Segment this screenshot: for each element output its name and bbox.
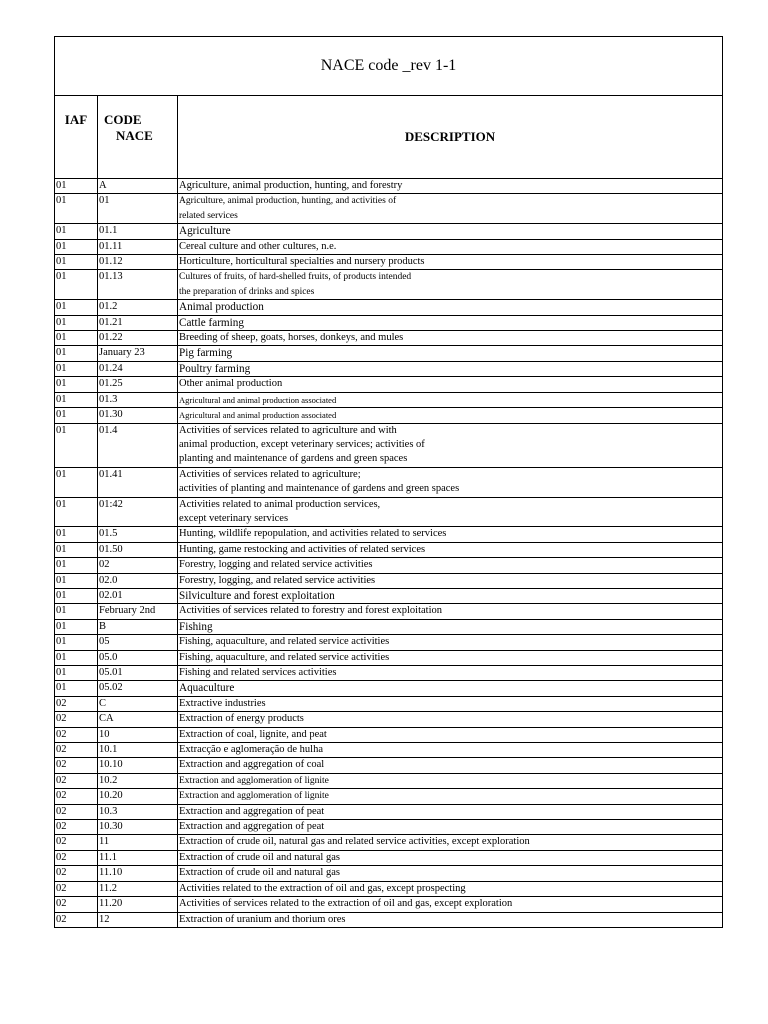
table-row bbox=[55, 497, 723, 527]
description-cell bbox=[178, 635, 723, 650]
description-line: Activities of services related to forestry and forest exploitation bbox=[179, 605, 442, 617]
description-cell bbox=[178, 270, 723, 300]
nace-code-sheet bbox=[54, 36, 722, 928]
description-line: the preparation of drinks and spices bbox=[179, 286, 315, 297]
table-row bbox=[55, 758, 723, 773]
description-cell bbox=[178, 239, 723, 254]
nace-code-cell: 10.2 bbox=[98, 773, 178, 788]
table-row bbox=[55, 527, 723, 542]
nace-code-cell: B bbox=[98, 619, 178, 634]
column-header-code-nace bbox=[98, 96, 178, 179]
description-line: Extraction of crude oil and natural gas bbox=[179, 867, 340, 879]
iaf-cell: 01 bbox=[55, 346, 98, 361]
table-row bbox=[55, 331, 723, 346]
nace-code-cell: 01.13 bbox=[98, 270, 178, 300]
nace-code-cell: 01.41 bbox=[98, 467, 178, 497]
table-row bbox=[55, 696, 723, 711]
iaf-cell: 01 bbox=[55, 542, 98, 557]
iaf-cell: 01 bbox=[55, 650, 98, 665]
table-row bbox=[55, 712, 723, 727]
nace-code-cell: 11.10 bbox=[98, 866, 178, 881]
table-row bbox=[55, 866, 723, 881]
iaf-cell: 02 bbox=[55, 912, 98, 927]
table-body bbox=[55, 179, 723, 928]
nace-code-cell: January 23 bbox=[98, 346, 178, 361]
iaf-cell: 02 bbox=[55, 835, 98, 850]
description-cell bbox=[178, 712, 723, 727]
column-header-code-line2: NACE bbox=[116, 128, 153, 143]
description-cell bbox=[178, 392, 723, 407]
table-row bbox=[55, 377, 723, 392]
nace-code-cell: 01.22 bbox=[98, 331, 178, 346]
description-cell bbox=[178, 361, 723, 376]
description-cell bbox=[178, 866, 723, 881]
nace-code-cell: 05 bbox=[98, 635, 178, 650]
description-line: Breeding of sheep, goats, horses, donkeys, and mules bbox=[179, 332, 404, 344]
nace-code-cell: CA bbox=[98, 712, 178, 727]
description-line: Hunting, wildlife repopulation, and activities related to services bbox=[179, 528, 447, 540]
description-line: Activities related to the extraction of oil and gas, except prospecting bbox=[179, 882, 466, 894]
table-row bbox=[55, 542, 723, 557]
description-cell bbox=[178, 835, 723, 850]
description-cell bbox=[178, 619, 723, 634]
iaf-cell: 02 bbox=[55, 773, 98, 788]
nace-code-cell: 01.1 bbox=[98, 224, 178, 239]
description-line: Extraction and agglomeration of lignite bbox=[179, 791, 329, 802]
table-row bbox=[55, 727, 723, 742]
description-line: Poultry farming bbox=[179, 362, 251, 375]
iaf-cell: 01 bbox=[55, 194, 98, 224]
description-cell bbox=[178, 758, 723, 773]
table-row bbox=[55, 912, 723, 927]
nace-code-cell: 02.0 bbox=[98, 573, 178, 588]
iaf-cell: 01 bbox=[55, 331, 98, 346]
nace-code-cell: 01.3 bbox=[98, 392, 178, 407]
description-line: Animal production bbox=[179, 301, 264, 314]
iaf-cell: 01 bbox=[55, 666, 98, 681]
nace-code-cell: February 2nd bbox=[98, 604, 178, 619]
iaf-cell: 01 bbox=[55, 527, 98, 542]
nace-code-cell: 01.2 bbox=[98, 300, 178, 315]
description-line: Fishing bbox=[179, 620, 213, 633]
description-line: Agricultural and animal production associated bbox=[179, 410, 337, 421]
description-line: Agriculture, animal production, hunting, and activities of bbox=[179, 196, 397, 207]
description-line: Cereal culture and other cultures, n.e. bbox=[179, 240, 337, 252]
nace-code-cell: 01 bbox=[98, 194, 178, 224]
table-row bbox=[55, 835, 723, 850]
description-line: Forestry, logging, and related service activities bbox=[179, 574, 376, 586]
description-cell bbox=[178, 666, 723, 681]
iaf-cell: 02 bbox=[55, 881, 98, 896]
iaf-cell: 02 bbox=[55, 727, 98, 742]
table-row bbox=[55, 820, 723, 835]
table-row bbox=[55, 650, 723, 665]
description-cell bbox=[178, 912, 723, 927]
iaf-cell: 01 bbox=[55, 497, 98, 527]
nace-code-cell: 05.0 bbox=[98, 650, 178, 665]
description-line: Extracção e aglomeração de hulha bbox=[179, 744, 324, 756]
description-cell bbox=[178, 377, 723, 392]
description-cell bbox=[178, 773, 723, 788]
description-cell bbox=[178, 650, 723, 665]
description-cell bbox=[178, 179, 723, 194]
description-line: Other animal production bbox=[179, 378, 283, 390]
iaf-cell: 02 bbox=[55, 789, 98, 804]
iaf-cell: 01 bbox=[55, 270, 98, 300]
nace-code-cell: 11.1 bbox=[98, 850, 178, 865]
nace-code-cell: 11 bbox=[98, 835, 178, 850]
description-cell bbox=[178, 194, 723, 224]
description-cell bbox=[178, 408, 723, 423]
iaf-cell: 02 bbox=[55, 804, 98, 819]
description-line: Extractive industries bbox=[179, 697, 266, 709]
description-cell bbox=[178, 588, 723, 603]
iaf-cell: 01 bbox=[55, 604, 98, 619]
description-cell bbox=[178, 527, 723, 542]
table-row bbox=[55, 681, 723, 696]
description-cell bbox=[178, 467, 723, 497]
nace-code-cell: C bbox=[98, 696, 178, 711]
description-cell bbox=[178, 224, 723, 239]
iaf-cell: 01 bbox=[55, 224, 98, 239]
iaf-cell: 02 bbox=[55, 897, 98, 912]
description-cell bbox=[178, 820, 723, 835]
description-cell bbox=[178, 542, 723, 557]
iaf-cell: 02 bbox=[55, 820, 98, 835]
table-row bbox=[55, 850, 723, 865]
description-cell bbox=[178, 423, 723, 467]
nace-code-cell: 05.02 bbox=[98, 681, 178, 696]
nace-code-cell: 01.24 bbox=[98, 361, 178, 376]
description-cell bbox=[178, 727, 723, 742]
table-row bbox=[55, 773, 723, 788]
description-cell bbox=[178, 604, 723, 619]
description-cell bbox=[178, 804, 723, 819]
table-row bbox=[55, 392, 723, 407]
description-line: Extraction of crude oil, natural gas and related service activities, except exploration bbox=[179, 836, 530, 848]
nace-code-cell: 10.20 bbox=[98, 789, 178, 804]
description-line: Cultures of fruits, of hard-shelled fruits, of products intended bbox=[179, 272, 412, 283]
table-row bbox=[55, 408, 723, 423]
nace-code-cell: 10.10 bbox=[98, 758, 178, 773]
description-line: Extraction of energy products bbox=[179, 713, 304, 725]
table-row bbox=[55, 897, 723, 912]
description-cell bbox=[178, 573, 723, 588]
table-row bbox=[55, 743, 723, 758]
description-line: Activities of services related to the extraction of oil and gas, except exploration bbox=[179, 898, 513, 910]
description-cell bbox=[178, 897, 723, 912]
description-cell bbox=[178, 300, 723, 315]
description-line: Hunting, game restocking and activities of related services bbox=[179, 543, 426, 555]
table-row bbox=[55, 881, 723, 896]
table-row bbox=[55, 361, 723, 376]
description-line: Cattle farming bbox=[179, 316, 244, 329]
description-line: Activities of services related to agriculture and with bbox=[179, 424, 397, 436]
nace-code-cell: 02.01 bbox=[98, 588, 178, 603]
nace-code-cell: 01.12 bbox=[98, 255, 178, 270]
table-row bbox=[55, 804, 723, 819]
nace-code-cell: A bbox=[98, 179, 178, 194]
description-line: Extraction of uranium and thorium ores bbox=[179, 913, 346, 925]
description-line: Extraction and agglomeration of lignite bbox=[179, 775, 329, 786]
table-row bbox=[55, 179, 723, 194]
iaf-cell: 01 bbox=[55, 300, 98, 315]
description-line: planting and maintenance of gardens and green spaces bbox=[179, 453, 408, 465]
description-cell bbox=[178, 331, 723, 346]
table-row bbox=[55, 558, 723, 573]
table-row bbox=[55, 239, 723, 254]
description-line: except veterinary services bbox=[179, 512, 289, 524]
description-line: related services bbox=[179, 210, 238, 221]
iaf-cell: 02 bbox=[55, 743, 98, 758]
description-cell bbox=[178, 681, 723, 696]
description-line: Extraction and aggregation of peat bbox=[179, 821, 325, 833]
table-row bbox=[55, 588, 723, 603]
table-row bbox=[55, 573, 723, 588]
table-row bbox=[55, 619, 723, 634]
iaf-cell: 01 bbox=[55, 361, 98, 376]
iaf-cell: 01 bbox=[55, 179, 98, 194]
table-row bbox=[55, 224, 723, 239]
nace-table bbox=[54, 36, 723, 928]
iaf-cell: 01 bbox=[55, 423, 98, 467]
sheet-title: NACE code _rev 1-1 bbox=[55, 37, 723, 96]
description-line: Extraction and aggregation of peat bbox=[179, 805, 325, 817]
iaf-cell: 02 bbox=[55, 758, 98, 773]
description-cell bbox=[178, 743, 723, 758]
description-cell bbox=[178, 497, 723, 527]
nace-code-cell: 10 bbox=[98, 727, 178, 742]
column-header-code-line1: CODE bbox=[104, 112, 142, 127]
description-line: Extraction of crude oil and natural gas bbox=[179, 851, 340, 863]
table-row bbox=[55, 604, 723, 619]
description-line: Extraction of coal, lignite, and peat bbox=[179, 728, 327, 740]
description-line: Activities of services related to agriculture; bbox=[179, 468, 361, 480]
iaf-cell: 02 bbox=[55, 712, 98, 727]
nace-code-cell: 01.11 bbox=[98, 239, 178, 254]
iaf-cell: 01 bbox=[55, 239, 98, 254]
table-row bbox=[55, 467, 723, 497]
nace-code-cell: 01.21 bbox=[98, 315, 178, 330]
iaf-cell: 01 bbox=[55, 619, 98, 634]
description-cell bbox=[178, 696, 723, 711]
description-cell bbox=[178, 315, 723, 330]
iaf-cell: 01 bbox=[55, 315, 98, 330]
description-line: Fishing and related services activities bbox=[179, 667, 337, 678]
description-line: Extraction and aggregation of coal bbox=[179, 759, 325, 771]
iaf-cell: 01 bbox=[55, 573, 98, 588]
description-line: Forestry, logging and related service activities bbox=[179, 559, 373, 571]
description-cell bbox=[178, 850, 723, 865]
nace-code-cell: 01.5 bbox=[98, 527, 178, 542]
nace-code-cell: 02 bbox=[98, 558, 178, 573]
iaf-cell: 01 bbox=[55, 392, 98, 407]
iaf-cell: 01 bbox=[55, 377, 98, 392]
nace-code-cell: 01.50 bbox=[98, 542, 178, 557]
description-line: animal production, except veterinary services; activities of bbox=[179, 438, 425, 450]
nace-code-cell: 05.01 bbox=[98, 666, 178, 681]
nace-code-cell: 11.2 bbox=[98, 881, 178, 896]
nace-code-cell: 10.1 bbox=[98, 743, 178, 758]
nace-code-cell: 10.30 bbox=[98, 820, 178, 835]
iaf-cell: 02 bbox=[55, 850, 98, 865]
nace-code-cell: 10.3 bbox=[98, 804, 178, 819]
description-line: Agriculture, animal production, hunting, and forestry bbox=[179, 180, 403, 191]
description-cell bbox=[178, 346, 723, 361]
nace-code-cell: 01.30 bbox=[98, 408, 178, 423]
description-line: Horticulture, horticultural specialties and nursery products bbox=[179, 256, 425, 268]
iaf-cell: 01 bbox=[55, 635, 98, 650]
table-row bbox=[55, 255, 723, 270]
table-row bbox=[55, 270, 723, 300]
nace-code-cell: 11.20 bbox=[98, 897, 178, 912]
nace-code-cell: 01.4 bbox=[98, 423, 178, 467]
iaf-cell: 01 bbox=[55, 558, 98, 573]
nace-code-cell: 01.25 bbox=[98, 377, 178, 392]
description-line: Agriculture bbox=[179, 225, 231, 238]
description-cell bbox=[178, 255, 723, 270]
column-header-iaf: IAF bbox=[55, 96, 98, 179]
nace-code-cell: 01:42 bbox=[98, 497, 178, 527]
nace-code-cell: 12 bbox=[98, 912, 178, 927]
iaf-cell: 01 bbox=[55, 467, 98, 497]
iaf-cell: 01 bbox=[55, 588, 98, 603]
description-line: Activities related to animal production services, bbox=[179, 498, 381, 510]
table-row bbox=[55, 315, 723, 330]
description-cell bbox=[178, 558, 723, 573]
iaf-cell: 01 bbox=[55, 255, 98, 270]
description-line: Fishing, aquaculture, and related service activities bbox=[179, 651, 390, 663]
table-row bbox=[55, 635, 723, 650]
iaf-cell: 01 bbox=[55, 681, 98, 696]
column-header-description: DESCRIPTION bbox=[178, 96, 723, 179]
iaf-cell: 02 bbox=[55, 866, 98, 881]
description-line: Aquaculture bbox=[179, 682, 235, 695]
description-line: Fishing, aquaculture, and related service activities bbox=[179, 636, 390, 648]
description-line: Agricultural and animal production associated bbox=[179, 394, 337, 405]
table-row bbox=[55, 300, 723, 315]
table-row bbox=[55, 346, 723, 361]
iaf-cell: 02 bbox=[55, 696, 98, 711]
description-line: activities of planting and maintenance of gardens and green spaces bbox=[179, 483, 460, 495]
description-cell bbox=[178, 881, 723, 896]
table-row bbox=[55, 194, 723, 224]
table-row bbox=[55, 666, 723, 681]
iaf-cell: 01 bbox=[55, 408, 98, 423]
description-cell bbox=[178, 789, 723, 804]
table-row bbox=[55, 423, 723, 467]
description-line: Pig farming bbox=[179, 347, 233, 360]
description-line: Silviculture and forest exploitation bbox=[179, 589, 335, 602]
table-row bbox=[55, 789, 723, 804]
